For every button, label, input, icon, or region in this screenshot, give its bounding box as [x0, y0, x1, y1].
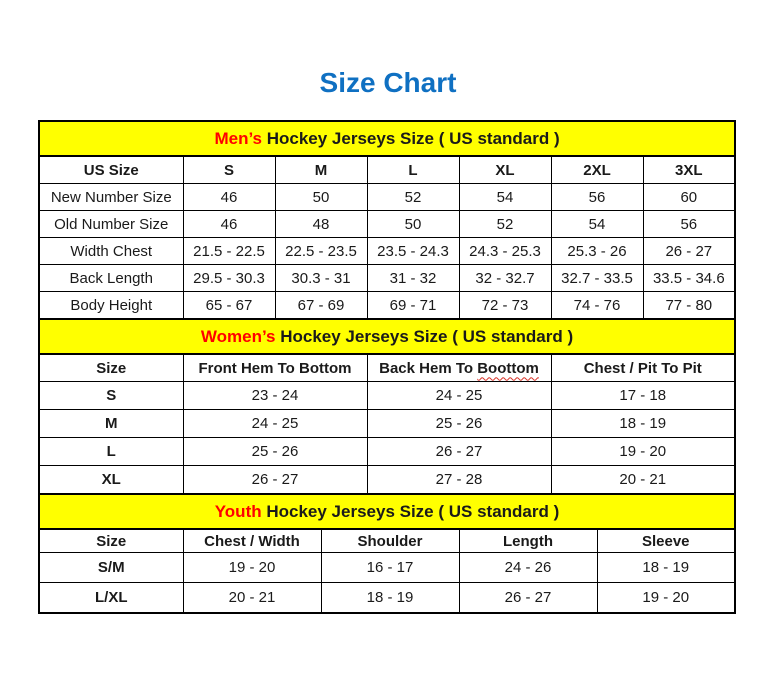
- womens-band-rest: Hockey Jerseys Size ( US standard ): [275, 326, 574, 346]
- size-cell: 26 - 27: [183, 466, 367, 495]
- column-header: M: [275, 156, 367, 184]
- size-cell: 19 - 20: [597, 583, 735, 614]
- size-cell: 16 - 17: [321, 553, 459, 583]
- column-header: S: [183, 156, 275, 184]
- table-row: [39, 583, 735, 614]
- size-cell: 26 - 27: [367, 438, 551, 466]
- youth-section-title: [39, 494, 735, 529]
- row-label: XL: [39, 466, 183, 495]
- size-cell: 69 - 71: [367, 292, 459, 320]
- size-cell: 22.5 - 23.5: [275, 238, 367, 265]
- size-cell: 20 - 21: [183, 583, 321, 614]
- size-cell: 32.7 - 33.5: [551, 265, 643, 292]
- misspelled-word: Boottom: [477, 359, 539, 377]
- column-header: Length: [459, 529, 597, 553]
- mens-size-table: [38, 120, 736, 320]
- column-header: US Size: [39, 156, 183, 184]
- table-row: [39, 184, 735, 211]
- size-cell: 23 - 24: [183, 382, 367, 410]
- size-cell: 56: [643, 211, 735, 238]
- size-cell: 60: [643, 184, 735, 211]
- row-label: L: [39, 438, 183, 466]
- size-cell: 54: [459, 184, 551, 211]
- mens-band-rest: Hockey Jerseys Size ( US standard ): [262, 128, 560, 148]
- youth-size-table: [38, 493, 736, 614]
- size-cell: 29.5 - 30.3: [183, 265, 275, 292]
- table-row: [39, 292, 735, 320]
- size-cell: 24 - 25: [367, 382, 551, 410]
- size-cell: 72 - 73: [459, 292, 551, 320]
- column-header: 2XL: [551, 156, 643, 184]
- mens-section-band: [39, 121, 735, 156]
- row-label: Old Number Size: [39, 211, 183, 238]
- column-header: 3XL: [643, 156, 735, 184]
- table-row: [39, 382, 735, 410]
- page-title: Size Chart: [319, 67, 457, 98]
- size-cell: 65 - 67: [183, 292, 275, 320]
- youth-band-rest: Hockey Jerseys Size ( US standard ): [261, 501, 560, 521]
- size-cell: 24 - 26: [459, 553, 597, 583]
- row-label: S/M: [39, 553, 183, 583]
- row-label: S: [39, 382, 183, 410]
- row-label: L/XL: [39, 583, 183, 614]
- column-header: L: [367, 156, 459, 184]
- youth-header-row: [39, 529, 735, 553]
- table-row: [39, 553, 735, 583]
- size-cell: 24.3 - 25.3: [459, 238, 551, 265]
- size-cell: 19 - 20: [551, 438, 735, 466]
- column-header: [367, 354, 551, 382]
- size-cell: 74 - 76: [551, 292, 643, 320]
- column-header: Chest / Pit To Pit: [551, 354, 735, 382]
- size-cell: 50: [367, 211, 459, 238]
- size-cell: 52: [367, 184, 459, 211]
- row-label: New Number Size: [39, 184, 183, 211]
- table-row: [39, 438, 735, 466]
- size-cell: 23.5 - 24.3: [367, 238, 459, 265]
- size-cell: 33.5 - 34.6: [643, 265, 735, 292]
- size-cell: 27 - 28: [367, 466, 551, 495]
- table-row: [39, 211, 735, 238]
- size-cell: 18 - 19: [321, 583, 459, 614]
- column-header: Sleeve: [597, 529, 735, 553]
- womens-section-title: [39, 319, 735, 354]
- size-cell: 54: [551, 211, 643, 238]
- column-header: Chest / Width: [183, 529, 321, 553]
- table-row: [39, 410, 735, 438]
- size-cell: 48: [275, 211, 367, 238]
- youth-section-band: [39, 494, 735, 529]
- size-cell: 56: [551, 184, 643, 211]
- size-chart-tables: [38, 120, 734, 614]
- size-cell: 25.3 - 26: [551, 238, 643, 265]
- size-cell: 26 - 27: [643, 238, 735, 265]
- womens-header-row: [39, 354, 735, 382]
- size-cell: 46: [183, 211, 275, 238]
- size-cell: 19 - 20: [183, 553, 321, 583]
- size-cell: 67 - 69: [275, 292, 367, 320]
- size-cell: 20 - 21: [551, 466, 735, 495]
- column-header-text: Back Hem To: [379, 359, 478, 377]
- womens-band-highlight: Women’s: [200, 326, 276, 346]
- table-row: [39, 265, 735, 292]
- size-cell: 26 - 27: [459, 583, 597, 614]
- column-header: Size: [39, 529, 183, 553]
- column-header: Size: [39, 354, 183, 382]
- size-cell: 50: [275, 184, 367, 211]
- size-cell: 24 - 25: [183, 410, 367, 438]
- table-row: [39, 238, 735, 265]
- womens-size-table: [38, 318, 736, 495]
- mens-section-title: [39, 121, 735, 156]
- size-cell: 52: [459, 211, 551, 238]
- size-cell: 32 - 32.7: [459, 265, 551, 292]
- size-cell: 25 - 26: [183, 438, 367, 466]
- size-cell: 31 - 32: [367, 265, 459, 292]
- womens-section-band: [39, 319, 735, 354]
- size-cell: 30.3 - 31: [275, 265, 367, 292]
- size-cell: 18 - 19: [551, 410, 735, 438]
- row-label: Back Length: [39, 265, 183, 292]
- size-cell: 21.5 - 22.5: [183, 238, 275, 265]
- size-cell: 18 - 19: [597, 553, 735, 583]
- size-cell: 25 - 26: [367, 410, 551, 438]
- column-header: XL: [459, 156, 551, 184]
- column-header: Front Hem To Bottom: [183, 354, 367, 382]
- mens-header-row: [39, 156, 735, 184]
- youth-band-highlight: Youth: [214, 501, 262, 521]
- size-cell: 46: [183, 184, 275, 211]
- row-label: Width Chest: [39, 238, 183, 265]
- table-row: [39, 466, 735, 495]
- row-label: Body Height: [39, 292, 183, 320]
- row-label: M: [39, 410, 183, 438]
- column-header: Shoulder: [321, 529, 459, 553]
- mens-band-highlight: Men’s: [214, 128, 262, 148]
- size-cell: 17 - 18: [551, 382, 735, 410]
- size-cell: 77 - 80: [643, 292, 735, 320]
